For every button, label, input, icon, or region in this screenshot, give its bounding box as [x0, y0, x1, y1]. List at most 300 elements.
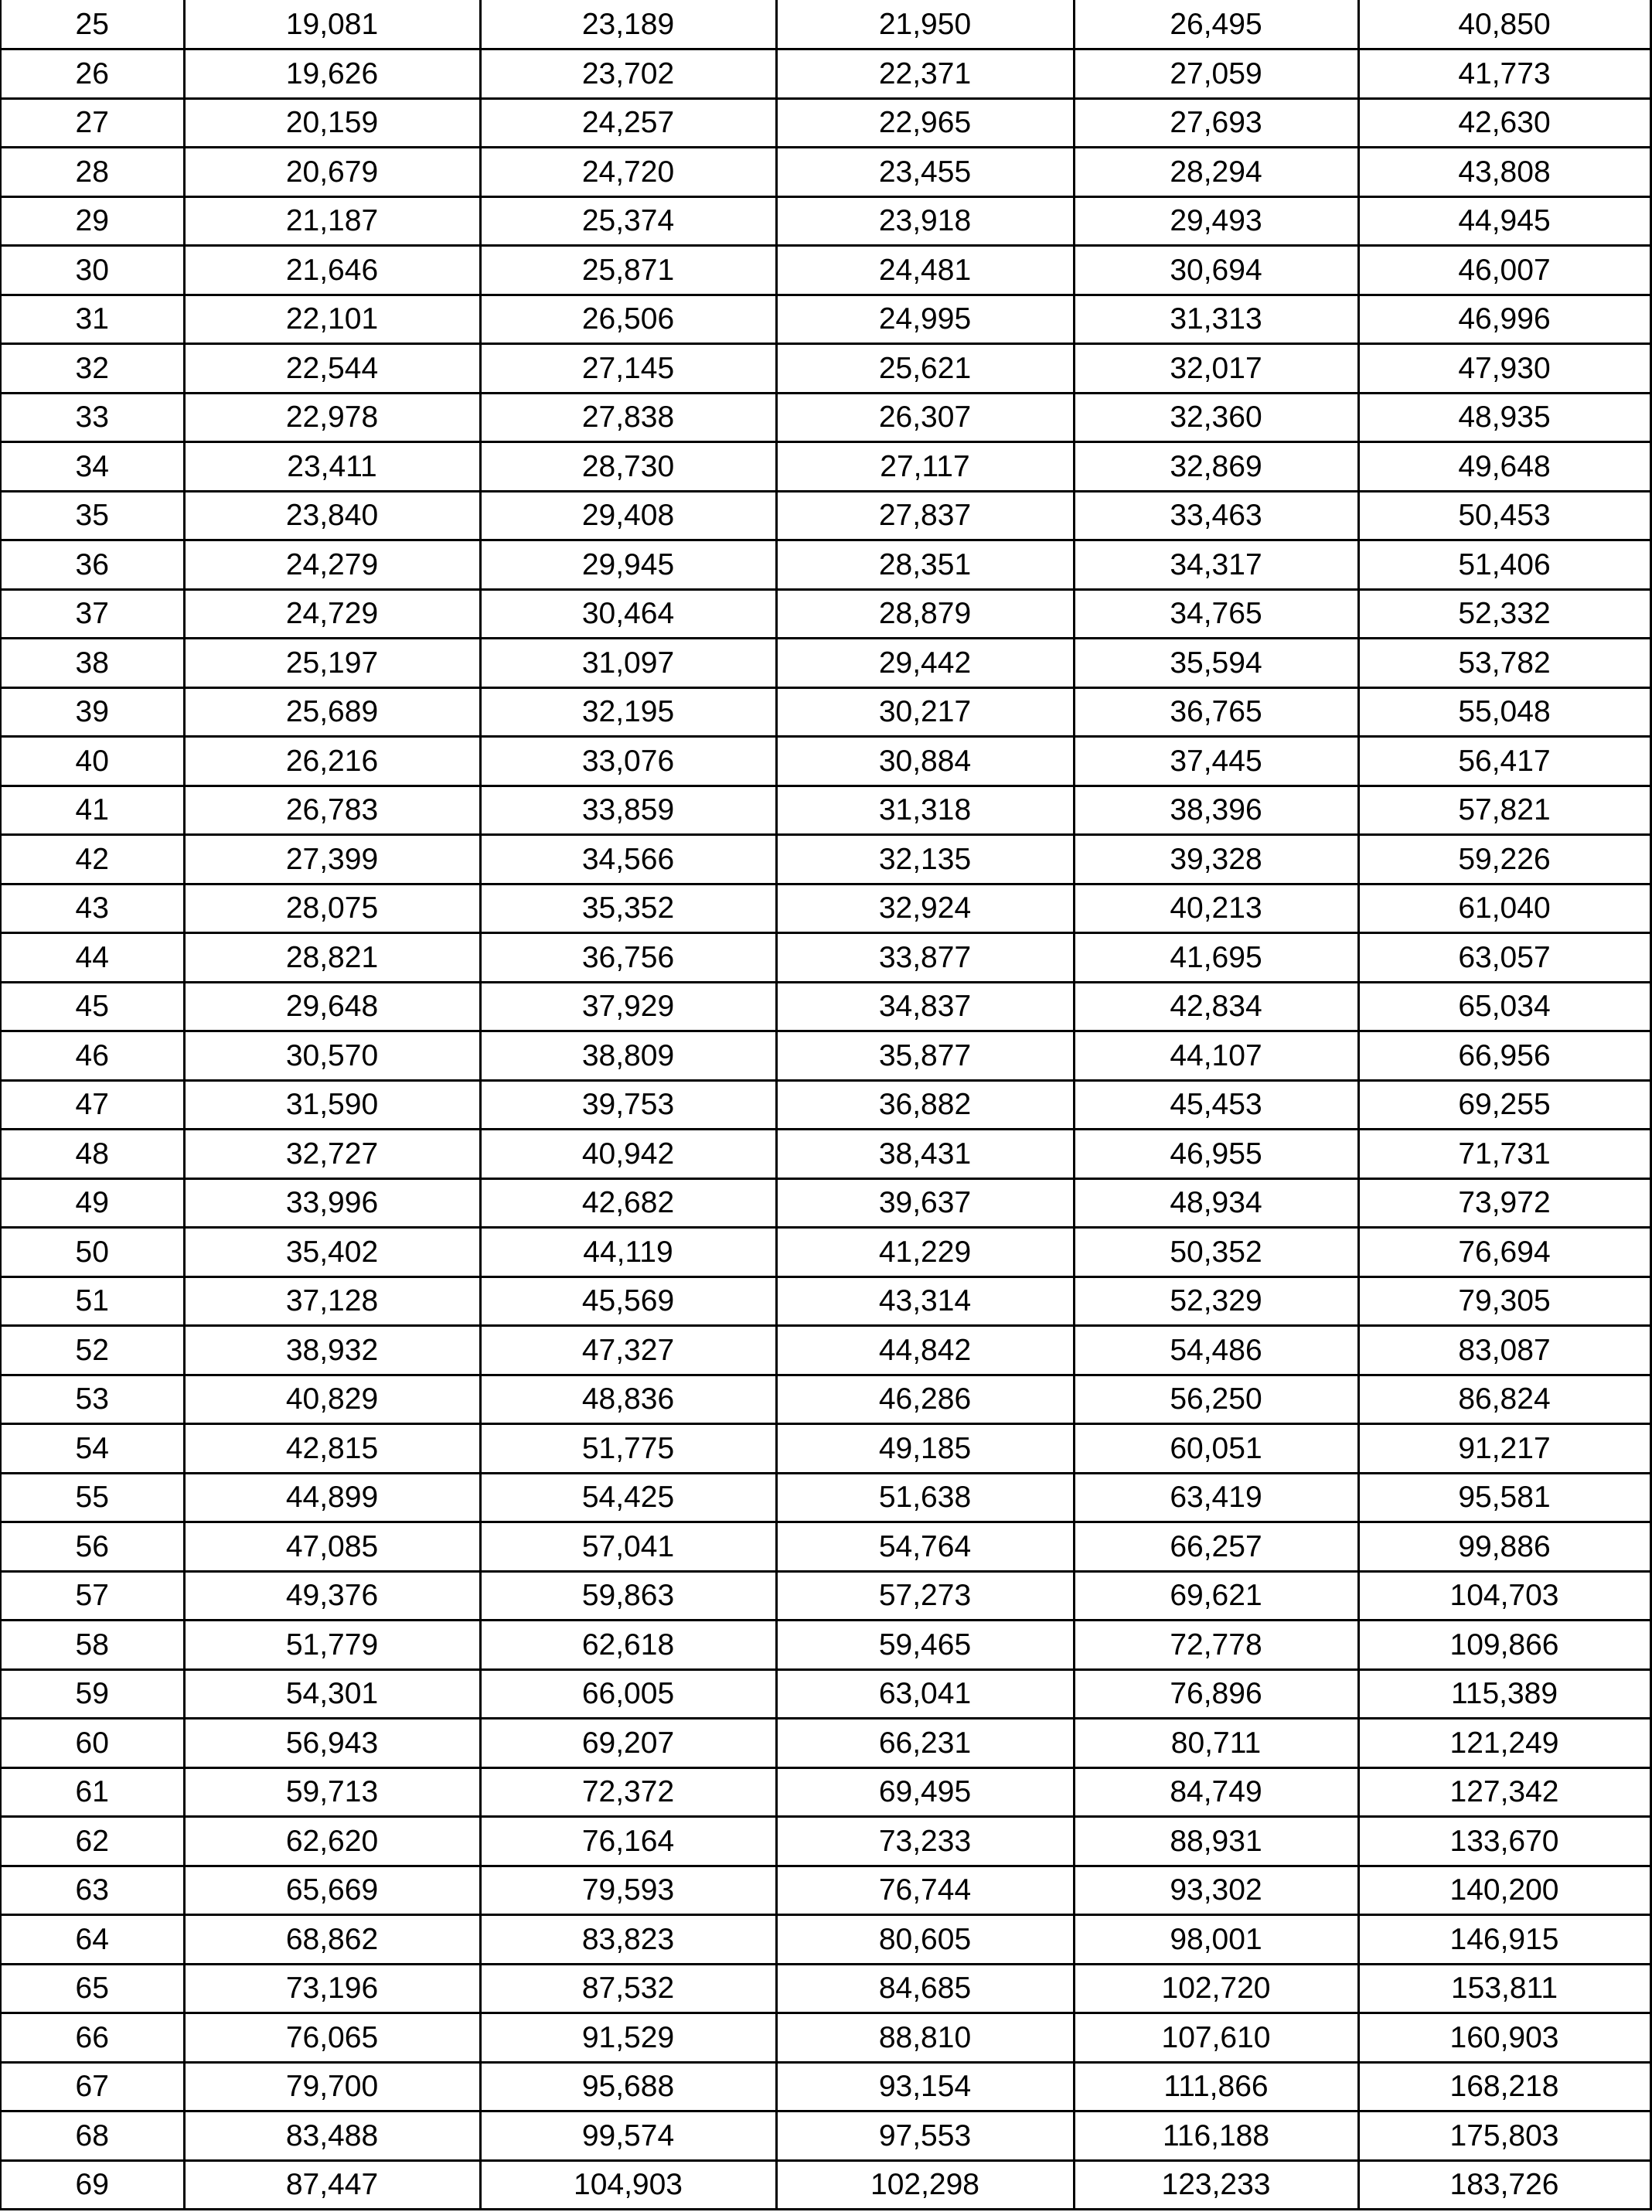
value-cell-2: 33,076 — [480, 737, 776, 786]
value-cell-2: 39,753 — [480, 1080, 776, 1130]
age-cell: 67 — [1, 2062, 184, 2111]
value-cell-3: 41,229 — [776, 1228, 1074, 1277]
value-cell-2: 35,352 — [480, 884, 776, 933]
table-row — [1, 639, 1650, 688]
value-cell-1: 28,821 — [184, 933, 480, 983]
table-row — [1, 2160, 1650, 2210]
value-cell-5: 160,903 — [1358, 2013, 1650, 2063]
value-cell-4: 32,360 — [1074, 393, 1358, 442]
value-cell-5: 69,255 — [1358, 1080, 1650, 1130]
value-cell-4: 111,866 — [1074, 2062, 1358, 2111]
value-cell-3: 93,154 — [776, 2062, 1074, 2111]
table-row — [1, 1424, 1650, 1474]
value-cell-2: 83,823 — [480, 1915, 776, 1965]
value-cell-3: 34,837 — [776, 982, 1074, 1031]
value-cell-2: 34,566 — [480, 835, 776, 884]
table-row — [1, 0, 1650, 49]
value-cell-3: 28,879 — [776, 589, 1074, 639]
table-row — [1, 1915, 1650, 1965]
value-cell-5: 53,782 — [1358, 639, 1650, 688]
table-row — [1, 1571, 1650, 1621]
value-cell-4: 27,693 — [1074, 98, 1358, 148]
value-cell-2: 47,327 — [480, 1326, 776, 1375]
age-cell: 52 — [1, 1326, 184, 1375]
age-cell: 61 — [1, 1767, 184, 1817]
value-cell-5: 115,389 — [1358, 1669, 1650, 1719]
value-cell-5: 55,048 — [1358, 687, 1650, 737]
value-cell-3: 26,307 — [776, 393, 1074, 442]
value-cell-2: 28,730 — [480, 442, 776, 492]
table-row — [1, 835, 1650, 884]
value-cell-2: 79,593 — [480, 1866, 776, 1915]
value-cell-3: 32,135 — [776, 835, 1074, 884]
value-cell-3: 25,621 — [776, 344, 1074, 394]
age-cell: 60 — [1, 1719, 184, 1768]
value-cell-3: 30,884 — [776, 737, 1074, 786]
value-cell-3: 30,217 — [776, 687, 1074, 737]
value-cell-5: 65,034 — [1358, 982, 1650, 1031]
table-row — [1, 196, 1650, 246]
value-cell-5: 44,945 — [1358, 196, 1650, 246]
age-cell: 26 — [1, 49, 184, 99]
value-cell-5: 140,200 — [1358, 1866, 1650, 1915]
value-cell-4: 54,486 — [1074, 1326, 1358, 1375]
value-cell-4: 45,453 — [1074, 1080, 1358, 1130]
value-cell-3: 29,442 — [776, 639, 1074, 688]
value-cell-2: 87,532 — [480, 1964, 776, 2013]
value-cell-2: 30,464 — [480, 589, 776, 639]
value-cell-5: 63,057 — [1358, 933, 1650, 983]
table-row — [1, 491, 1650, 540]
value-cell-2: 91,529 — [480, 2013, 776, 2063]
value-cell-1: 59,713 — [184, 1767, 480, 1817]
table-row — [1, 246, 1650, 295]
age-cell: 55 — [1, 1473, 184, 1522]
value-cell-1: 24,729 — [184, 589, 480, 639]
age-cell: 25 — [1, 0, 184, 49]
value-cell-5: 175,803 — [1358, 2111, 1650, 2161]
table-row — [1, 393, 1650, 442]
value-cell-4: 27,059 — [1074, 49, 1358, 99]
table-row — [1, 1080, 1650, 1130]
value-cell-1: 54,301 — [184, 1669, 480, 1719]
value-cell-1: 27,399 — [184, 835, 480, 884]
value-cell-2: 72,372 — [480, 1767, 776, 1817]
value-cell-3: 28,351 — [776, 540, 1074, 590]
age-cell: 46 — [1, 1031, 184, 1081]
value-cell-3: 69,495 — [776, 1767, 1074, 1817]
value-cell-3: 33,877 — [776, 933, 1074, 983]
age-cell: 36 — [1, 540, 184, 590]
value-cell-3: 49,185 — [776, 1424, 1074, 1474]
value-cell-5: 59,226 — [1358, 835, 1650, 884]
age-cell: 54 — [1, 1424, 184, 1474]
value-cell-2: 99,574 — [480, 2111, 776, 2161]
value-cell-1: 28,075 — [184, 884, 480, 933]
value-cell-3: 24,995 — [776, 295, 1074, 344]
value-cell-1: 35,402 — [184, 1228, 480, 1277]
table-row — [1, 1130, 1650, 1179]
value-cell-5: 83,087 — [1358, 1326, 1650, 1375]
value-cell-3: 31,318 — [776, 786, 1074, 835]
value-cell-2: 62,618 — [480, 1621, 776, 1670]
value-cell-4: 84,749 — [1074, 1767, 1358, 1817]
table-row — [1, 2062, 1650, 2111]
table-row — [1, 2111, 1650, 2161]
value-cell-1: 29,648 — [184, 982, 480, 1031]
value-cell-2: 23,702 — [480, 49, 776, 99]
value-cell-4: 93,302 — [1074, 1866, 1358, 1915]
value-cell-5: 71,731 — [1358, 1130, 1650, 1179]
value-cell-4: 63,419 — [1074, 1473, 1358, 1522]
age-cell: 37 — [1, 589, 184, 639]
value-cell-3: 27,117 — [776, 442, 1074, 492]
value-cell-1: 19,626 — [184, 49, 480, 99]
value-cell-4: 35,594 — [1074, 639, 1358, 688]
value-cell-2: 48,836 — [480, 1375, 776, 1424]
value-cell-1: 25,689 — [184, 687, 480, 737]
value-cell-1: 42,815 — [184, 1424, 480, 1474]
age-cell: 28 — [1, 148, 184, 197]
value-cell-2: 40,942 — [480, 1130, 776, 1179]
table-row — [1, 1473, 1650, 1522]
table-row — [1, 1326, 1650, 1375]
value-cell-2: 95,688 — [480, 2062, 776, 2111]
age-cell: 44 — [1, 933, 184, 983]
value-cell-3: 35,877 — [776, 1031, 1074, 1081]
value-cell-5: 48,935 — [1358, 393, 1650, 442]
value-cell-4: 41,695 — [1074, 933, 1358, 983]
age-cell: 49 — [1, 1178, 184, 1228]
value-cell-4: 50,352 — [1074, 1228, 1358, 1277]
value-cell-1: 76,065 — [184, 2013, 480, 2063]
table-row — [1, 1621, 1650, 1670]
age-cell: 30 — [1, 246, 184, 295]
value-cell-4: 38,396 — [1074, 786, 1358, 835]
age-cell: 65 — [1, 1964, 184, 2013]
value-cell-4: 107,610 — [1074, 2013, 1358, 2063]
value-cell-5: 183,726 — [1358, 2160, 1650, 2210]
value-cell-1: 22,544 — [184, 344, 480, 394]
value-cell-4: 39,328 — [1074, 835, 1358, 884]
table-row — [1, 933, 1650, 983]
value-cell-4: 52,329 — [1074, 1276, 1358, 1326]
value-cell-1: 20,679 — [184, 148, 480, 197]
value-cell-2: 54,425 — [480, 1473, 776, 1522]
value-cell-1: 25,197 — [184, 639, 480, 688]
value-cell-3: 63,041 — [776, 1669, 1074, 1719]
value-cell-5: 56,417 — [1358, 737, 1650, 786]
value-cell-5: 66,956 — [1358, 1031, 1650, 1081]
table-row — [1, 1522, 1650, 1572]
value-cell-2: 23,189 — [480, 0, 776, 49]
value-cell-4: 33,463 — [1074, 491, 1358, 540]
table-row — [1, 1375, 1650, 1424]
value-cell-2: 25,871 — [480, 246, 776, 295]
value-cell-1: 30,570 — [184, 1031, 480, 1081]
value-cell-2: 36,756 — [480, 933, 776, 983]
value-cell-2: 33,859 — [480, 786, 776, 835]
value-cell-4: 46,955 — [1074, 1130, 1358, 1179]
value-cell-3: 102,298 — [776, 2160, 1074, 2210]
value-cell-2: 66,005 — [480, 1669, 776, 1719]
age-cell: 48 — [1, 1130, 184, 1179]
value-cell-2: 59,863 — [480, 1571, 776, 1621]
value-cell-3: 44,842 — [776, 1326, 1074, 1375]
value-cell-1: 62,620 — [184, 1817, 480, 1866]
age-cell: 35 — [1, 491, 184, 540]
value-cell-5: 104,703 — [1358, 1571, 1650, 1621]
table-row — [1, 2013, 1650, 2063]
value-cell-5: 127,342 — [1358, 1767, 1650, 1817]
age-cell: 51 — [1, 1276, 184, 1326]
table-row — [1, 737, 1650, 786]
value-cell-3: 84,685 — [776, 1964, 1074, 2013]
table-row — [1, 1719, 1650, 1768]
value-cell-4: 60,051 — [1074, 1424, 1358, 1474]
table-row — [1, 148, 1650, 197]
age-cell: 47 — [1, 1080, 184, 1130]
value-cell-2: 51,775 — [480, 1424, 776, 1474]
value-cell-2: 25,374 — [480, 196, 776, 246]
age-cell: 32 — [1, 344, 184, 394]
value-cell-3: 80,605 — [776, 1915, 1074, 1965]
value-cell-4: 37,445 — [1074, 737, 1358, 786]
table-row — [1, 1228, 1650, 1277]
value-cell-4: 31,313 — [1074, 295, 1358, 344]
value-cell-1: 87,447 — [184, 2160, 480, 2210]
value-cell-4: 30,694 — [1074, 246, 1358, 295]
value-cell-3: 59,465 — [776, 1621, 1074, 1670]
age-cell: 57 — [1, 1571, 184, 1621]
age-cell: 40 — [1, 737, 184, 786]
value-cell-2: 45,569 — [480, 1276, 776, 1326]
value-cell-3: 39,637 — [776, 1178, 1074, 1228]
value-cell-5: 57,821 — [1358, 786, 1650, 835]
age-cell: 42 — [1, 835, 184, 884]
value-cell-5: 168,218 — [1358, 2062, 1650, 2111]
value-cell-3: 88,810 — [776, 2013, 1074, 2063]
value-cell-3: 36,882 — [776, 1080, 1074, 1130]
table-row — [1, 1767, 1650, 1817]
value-cell-2: 24,257 — [480, 98, 776, 148]
table-row — [1, 98, 1650, 148]
value-cell-4: 36,765 — [1074, 687, 1358, 737]
table-row — [1, 786, 1650, 835]
value-cell-5: 40,850 — [1358, 0, 1650, 49]
table-row — [1, 1817, 1650, 1866]
age-cell: 56 — [1, 1522, 184, 1572]
value-cell-3: 23,455 — [776, 148, 1074, 197]
value-cell-1: 56,943 — [184, 1719, 480, 1768]
table-row — [1, 1031, 1650, 1081]
table-row — [1, 1669, 1650, 1719]
value-cell-1: 49,376 — [184, 1571, 480, 1621]
age-cell: 33 — [1, 393, 184, 442]
table-row — [1, 884, 1650, 933]
value-cell-1: 19,081 — [184, 0, 480, 49]
value-cell-5: 73,972 — [1358, 1178, 1650, 1228]
age-cell: 27 — [1, 98, 184, 148]
value-cell-5: 42,630 — [1358, 98, 1650, 148]
value-cell-5: 146,915 — [1358, 1915, 1650, 1965]
value-cell-1: 83,488 — [184, 2111, 480, 2161]
value-cell-5: 51,406 — [1358, 540, 1650, 590]
value-cell-1: 65,669 — [184, 1866, 480, 1915]
value-cell-1: 26,783 — [184, 786, 480, 835]
value-cell-5: 99,886 — [1358, 1522, 1650, 1572]
value-cell-1: 22,978 — [184, 393, 480, 442]
value-cell-5: 79,305 — [1358, 1276, 1650, 1326]
age-cell: 29 — [1, 196, 184, 246]
value-cell-2: 27,838 — [480, 393, 776, 442]
table-row — [1, 344, 1650, 394]
value-cell-4: 29,493 — [1074, 196, 1358, 246]
value-cell-3: 22,371 — [776, 49, 1074, 99]
value-cell-4: 56,250 — [1074, 1375, 1358, 1424]
value-cell-5: 95,581 — [1358, 1473, 1650, 1522]
value-cell-4: 66,257 — [1074, 1522, 1358, 1572]
value-cell-1: 20,159 — [184, 98, 480, 148]
value-cell-4: 72,778 — [1074, 1621, 1358, 1670]
value-cell-1: 44,899 — [184, 1473, 480, 1522]
value-cell-1: 38,932 — [184, 1326, 480, 1375]
value-cell-2: 29,945 — [480, 540, 776, 590]
table-row — [1, 1178, 1650, 1228]
value-cell-1: 33,996 — [184, 1178, 480, 1228]
value-cell-4: 32,869 — [1074, 442, 1358, 492]
value-cell-2: 104,903 — [480, 2160, 776, 2210]
value-cell-5: 76,694 — [1358, 1228, 1650, 1277]
value-cell-4: 98,001 — [1074, 1915, 1358, 1965]
value-cell-2: 42,682 — [480, 1178, 776, 1228]
value-cell-4: 44,107 — [1074, 1031, 1358, 1081]
age-cell: 69 — [1, 2160, 184, 2210]
age-cell: 64 — [1, 1915, 184, 1965]
value-cell-2: 27,145 — [480, 344, 776, 394]
value-cell-5: 86,824 — [1358, 1375, 1650, 1424]
value-cell-1: 31,590 — [184, 1080, 480, 1130]
value-cell-1: 37,128 — [184, 1276, 480, 1326]
age-cell: 45 — [1, 982, 184, 1031]
value-cell-3: 27,837 — [776, 491, 1074, 540]
value-cell-2: 31,097 — [480, 639, 776, 688]
age-cell: 63 — [1, 1866, 184, 1915]
value-cell-2: 29,408 — [480, 491, 776, 540]
age-cell: 43 — [1, 884, 184, 933]
age-cell: 58 — [1, 1621, 184, 1670]
value-cell-2: 24,720 — [480, 148, 776, 197]
value-cell-3: 32,924 — [776, 884, 1074, 933]
table-row — [1, 687, 1650, 737]
value-cell-5: 47,930 — [1358, 344, 1650, 394]
value-cell-5: 91,217 — [1358, 1424, 1650, 1474]
age-cell: 68 — [1, 2111, 184, 2161]
value-cell-2: 32,195 — [480, 687, 776, 737]
value-cell-4: 123,233 — [1074, 2160, 1358, 2210]
value-cell-4: 116,188 — [1074, 2111, 1358, 2161]
value-cell-1: 32,727 — [184, 1130, 480, 1179]
value-cell-5: 43,808 — [1358, 148, 1650, 197]
value-cell-2: 57,041 — [480, 1522, 776, 1572]
table-row — [1, 540, 1650, 590]
value-cell-4: 80,711 — [1074, 1719, 1358, 1768]
age-cell: 66 — [1, 2013, 184, 2063]
value-cell-1: 26,216 — [184, 737, 480, 786]
value-cell-5: 49,648 — [1358, 442, 1650, 492]
age-cell: 50 — [1, 1228, 184, 1277]
value-cell-3: 38,431 — [776, 1130, 1074, 1179]
value-cell-1: 23,411 — [184, 442, 480, 492]
age-cell: 31 — [1, 295, 184, 344]
value-cell-4: 40,213 — [1074, 884, 1358, 933]
value-cell-3: 22,965 — [776, 98, 1074, 148]
value-cell-4: 34,317 — [1074, 540, 1358, 590]
age-cell: 41 — [1, 786, 184, 835]
age-cell: 39 — [1, 687, 184, 737]
value-cell-4: 69,621 — [1074, 1571, 1358, 1621]
value-cell-1: 21,187 — [184, 196, 480, 246]
value-cell-5: 46,996 — [1358, 295, 1650, 344]
value-cell-1: 51,779 — [184, 1621, 480, 1670]
value-cell-3: 66,231 — [776, 1719, 1074, 1768]
value-cell-2: 44,119 — [480, 1228, 776, 1277]
table-row — [1, 49, 1650, 99]
value-cell-4: 42,834 — [1074, 982, 1358, 1031]
table-row — [1, 1866, 1650, 1915]
table-row — [1, 295, 1650, 344]
value-cell-1: 23,840 — [184, 491, 480, 540]
value-cell-3: 23,918 — [776, 196, 1074, 246]
value-cell-2: 26,506 — [480, 295, 776, 344]
age-cell: 59 — [1, 1669, 184, 1719]
value-cell-1: 24,279 — [184, 540, 480, 590]
value-cell-1: 68,862 — [184, 1915, 480, 1965]
age-cell: 34 — [1, 442, 184, 492]
age-cell: 62 — [1, 1817, 184, 1866]
value-cell-2: 37,929 — [480, 982, 776, 1031]
value-cell-3: 76,744 — [776, 1866, 1074, 1915]
value-cell-5: 109,866 — [1358, 1621, 1650, 1670]
value-cell-1: 21,646 — [184, 246, 480, 295]
value-cell-4: 48,934 — [1074, 1178, 1358, 1228]
value-cell-1: 79,700 — [184, 2062, 480, 2111]
value-cell-5: 153,811 — [1358, 1964, 1650, 2013]
value-cell-1: 47,085 — [184, 1522, 480, 1572]
value-cell-3: 51,638 — [776, 1473, 1074, 1522]
value-cell-3: 57,273 — [776, 1571, 1074, 1621]
value-cell-3: 43,314 — [776, 1276, 1074, 1326]
value-cell-5: 41,773 — [1358, 49, 1650, 99]
table-body — [1, 0, 1650, 2210]
value-cell-2: 38,809 — [480, 1031, 776, 1081]
value-cell-5: 61,040 — [1358, 884, 1650, 933]
value-cell-5: 50,453 — [1358, 491, 1650, 540]
value-cell-3: 73,233 — [776, 1817, 1074, 1866]
value-cell-4: 102,720 — [1074, 1964, 1358, 2013]
value-cell-3: 54,764 — [776, 1522, 1074, 1572]
table-row — [1, 589, 1650, 639]
value-cell-2: 69,207 — [480, 1719, 776, 1768]
value-cell-4: 28,294 — [1074, 148, 1358, 197]
table-row — [1, 442, 1650, 492]
value-cell-3: 24,481 — [776, 246, 1074, 295]
value-cell-1: 40,829 — [184, 1375, 480, 1424]
value-cell-2: 76,164 — [480, 1817, 776, 1866]
value-cell-5: 121,249 — [1358, 1719, 1650, 1768]
table-row — [1, 1276, 1650, 1326]
value-cell-3: 97,553 — [776, 2111, 1074, 2161]
